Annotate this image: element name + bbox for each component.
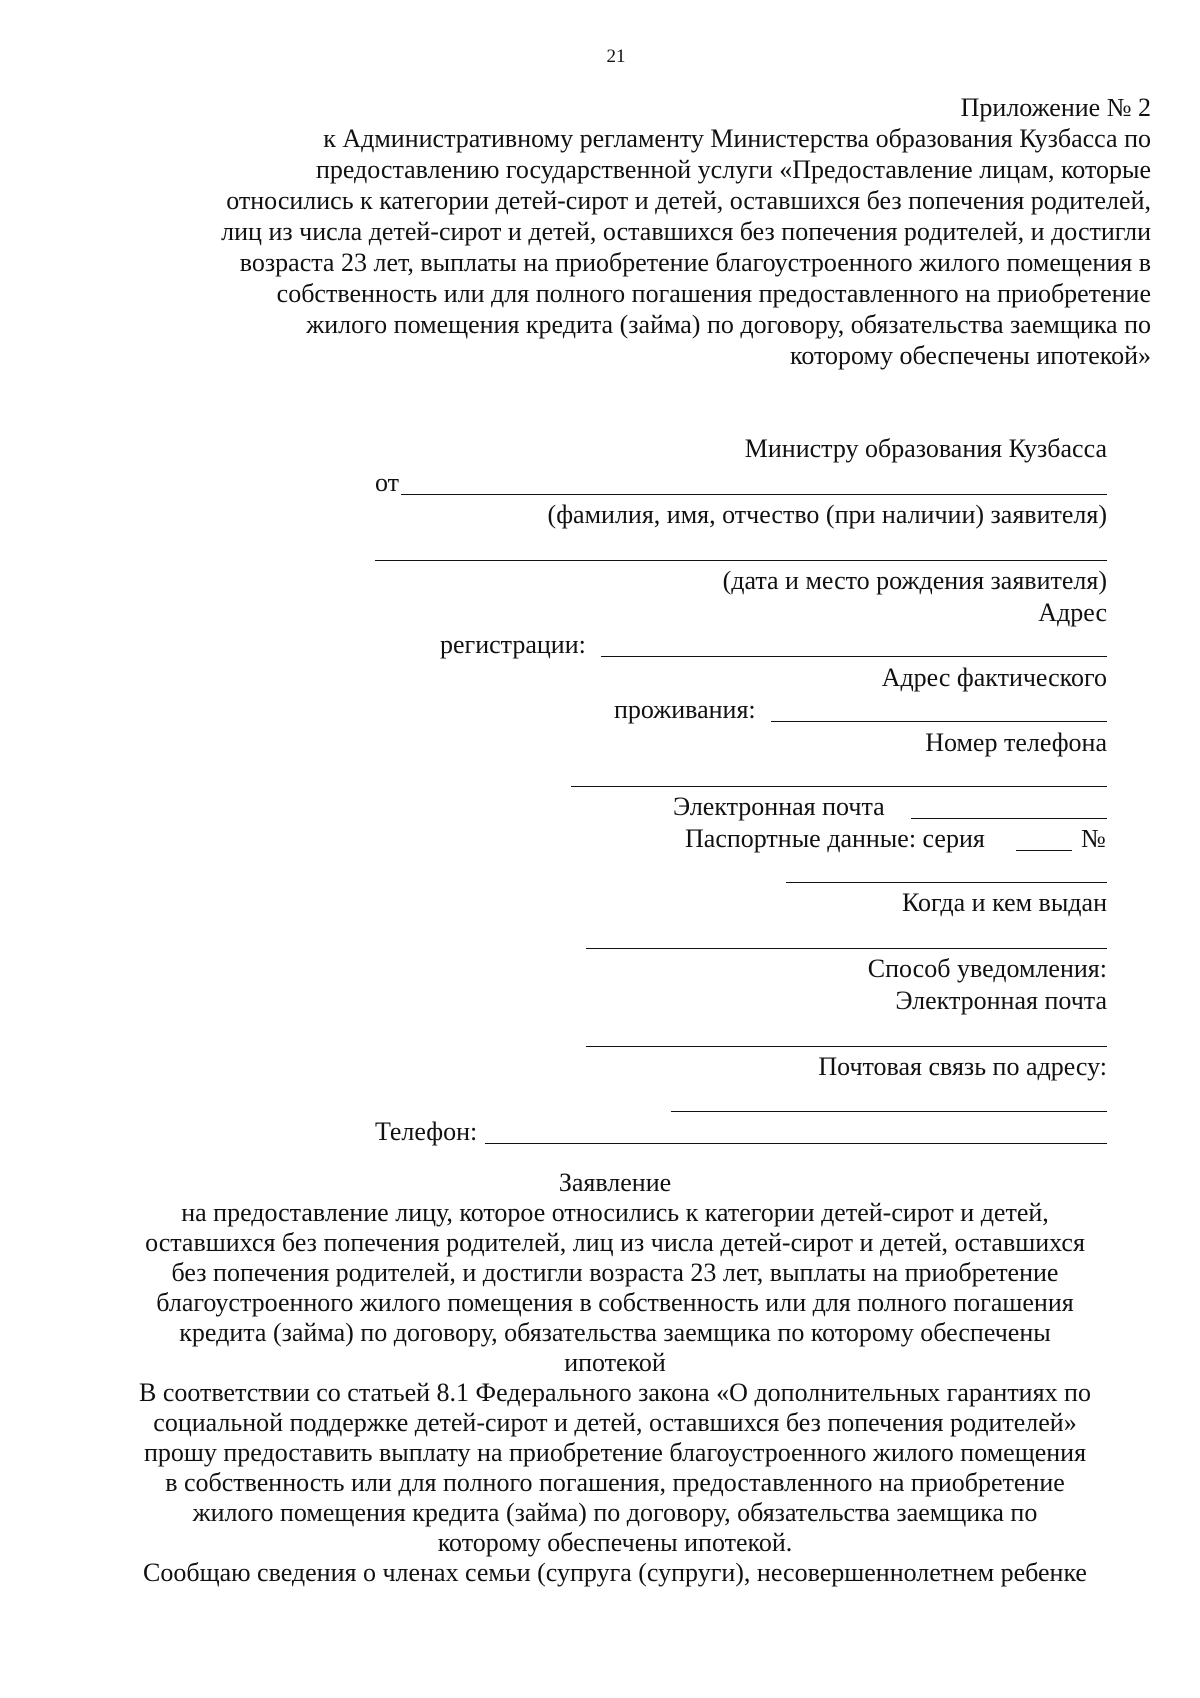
statement-subtitle-line: оставшихся без попечения родителей, лиц из числа детей-сирот и детей, оставшихся [145,1228,1085,1257]
email-label: Электронная почта [673,792,885,821]
issued-label: Когда и кем выдан [901,888,1107,917]
reg-address-label-1: Адрес [1038,598,1107,627]
statement-header [60,1168,1170,1378]
actual-address-label-1: Адрес фактического [881,663,1107,692]
issued-field[interactable] [586,948,1107,949]
appendix-line: которому обеспечены ипотекой» [790,341,1151,370]
appendix-line: возраста 23 лет, выплаты на приобретение благоустроенного жилого помещения в [239,248,1151,277]
statement-subtitle-line: на предоставление лицу, которое относились к категории детей-сирот и детей, [181,1198,1049,1227]
appendix-line: собственность или для полного погашения предоставленного на приобретение [276,279,1151,308]
notify-email-field[interactable] [586,1046,1107,1047]
addressee-to: Министру образования Кузбасса [744,434,1107,463]
notify-phone-label: Телефон: [375,1117,478,1146]
phone-field[interactable] [571,786,1107,787]
notify-post-field[interactable] [671,1111,1107,1112]
from-label: от [375,468,400,497]
appendix-line: жилого помещения кредита (займа) по договору, обязательства заемщика по [306,310,1151,339]
birth-hint: (дата и место рождения заявителя) [722,566,1107,595]
statement-body-line: жилого помещения кредита (займа) по договору, обязательства заемщика по [192,1498,1038,1527]
statement-body-line: которому обеспечены ипотекой. [437,1528,793,1557]
statement-last-line: Сообщаю сведения о членах семьи (супруга (супруги), несовершеннолетнем ребенке [143,1558,1087,1587]
statement-subtitle-line: благоустроенного жилого помещения в собственность или для полного погашения [156,1288,1074,1317]
phone-label: Номер телефона [925,728,1107,757]
statement-title: Заявление [558,1168,672,1197]
passport-label: Паспортные данные: серия [685,824,985,853]
notify-label: Способ уведомления: [867,954,1107,983]
notify-email-label: Электронная почта [895,986,1107,1015]
statement-body [60,1378,1170,1588]
notify-post-label: Почтовая связь по адресу: [818,1052,1107,1081]
statement-body-line: социальной поддержке детей-сирот и детей, оставшихся без попечения родителей» [153,1408,1077,1437]
appendix-line: относились к категории детей-сирот и детей, оставшихся без попечения родителей, [226,186,1151,215]
appendix-line: к Административному регламенту Министерства образования Кузбасса по [323,124,1151,153]
passport-series-field[interactable] [1016,850,1072,851]
page-number: 21 [606,46,626,67]
from-name-field[interactable] [401,494,1107,495]
notify-phone-field[interactable] [485,1143,1107,1144]
from-hint: (фамилия, имя, отчество (при наличии) заявителя) [547,500,1107,529]
appendix-line: Приложение № 2 [960,93,1151,122]
appendix-line: предоставлению государственной услуги «Предоставление лицам, которые [315,155,1151,184]
reg-address-label-2: регистрации: [440,630,586,659]
appendix-line: лиц из числа детей-сирот и детей, оставшихся без попечения родителей, и достигли [221,217,1151,246]
statement-subtitle-line: без попечения родителей, и достигли возраста 23 лет, выплаты на приобретение [171,1258,1059,1287]
email-field[interactable] [911,818,1107,819]
birth-field[interactable] [375,560,1107,561]
statement-subtitle-line: ипотекой [564,1348,666,1377]
actual-address-label-2: проживания: [614,695,756,724]
statement-body-line: в собственность или для полного погашения, предоставленного на приобретение [165,1468,1065,1497]
passport-number-field[interactable] [786,882,1107,883]
statement-subtitle-line: кредита (займа) по договору, обязательства заемщика по которому обеспечены [179,1318,1051,1347]
reg-address-field[interactable] [601,656,1107,657]
statement-body-line: В соответствии со статьей 8.1 Федерального закона «О дополнительных гарантиях по [139,1378,1091,1407]
passport-number-sign: № [1081,824,1106,853]
statement-body-line: прошу предоставить выплату на приобретение благоустроенного жилого помещения [143,1438,1087,1467]
appendix-header [151,92,1151,371]
actual-address-field[interactable] [771,721,1107,722]
